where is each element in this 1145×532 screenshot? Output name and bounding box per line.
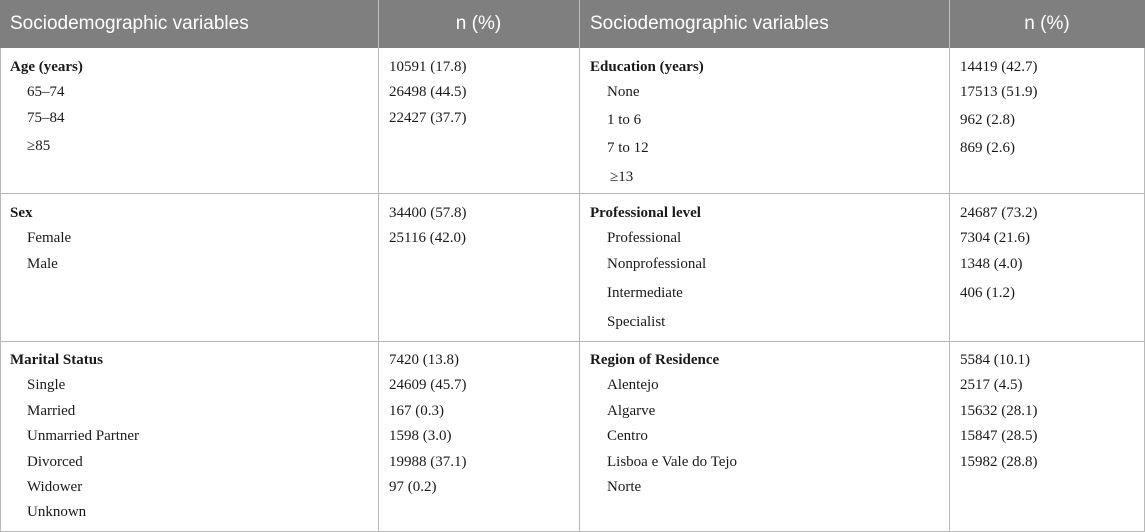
category-label: Married xyxy=(27,402,76,419)
category-label: 65–74 xyxy=(27,84,65,101)
count-value: 24687 (73.2) xyxy=(960,205,1038,221)
count-value: 869 (2.6) xyxy=(960,139,1015,156)
group-heading: Education (years) xyxy=(590,59,704,75)
count-value: 19988 (37.1) xyxy=(389,453,467,470)
marital-status-values xyxy=(389,348,467,500)
category-label: Alentejo xyxy=(607,377,659,394)
count-value: 15632 (28.1) xyxy=(960,402,1038,419)
professional-level-values xyxy=(960,201,1038,307)
marital-status-labels xyxy=(10,348,139,526)
column-divider xyxy=(949,48,950,532)
table-border xyxy=(0,48,1,532)
group-heading: Professional level xyxy=(590,205,701,221)
professional-level-labels xyxy=(590,201,706,337)
category-label: None xyxy=(607,84,640,101)
header-n-percent-left: n (%) xyxy=(455,13,502,34)
header-n-percent-right: n (%) xyxy=(1024,13,1070,34)
header-variables-right: Sociodemographic variables xyxy=(590,13,829,34)
count-value: 15847 (28.5) xyxy=(960,428,1038,445)
count-value: 7304 (21.6) xyxy=(960,230,1030,247)
count-value: 2517 (4.5) xyxy=(960,377,1023,394)
row-divider xyxy=(0,341,1145,342)
count-value: 22427 (37.7) xyxy=(389,109,467,126)
category-label: Nonprofessional xyxy=(607,255,707,272)
count-value: 962 (2.8) xyxy=(960,111,1015,128)
category-label: Unmarried Partner xyxy=(27,428,140,445)
region-values xyxy=(960,348,1038,475)
category-label: ≥85 xyxy=(27,138,51,155)
age-labels xyxy=(10,55,83,162)
sex-values xyxy=(389,201,467,252)
column-divider xyxy=(378,48,379,532)
count-value: 17513 (51.9) xyxy=(960,84,1038,101)
category-label: Female xyxy=(27,230,72,247)
category-label: Male xyxy=(27,255,58,272)
education-labels xyxy=(590,55,704,192)
table-header xyxy=(0,0,1145,48)
category-label: Algarve xyxy=(607,402,656,419)
category-label: 75–84 xyxy=(27,109,65,126)
group-heading: Age (years) xyxy=(10,59,83,75)
category-label: Norte xyxy=(607,478,642,495)
count-value: 34400 (57.8) xyxy=(389,205,467,221)
age-values xyxy=(389,55,467,131)
category-label: 7 to 12 xyxy=(607,139,649,156)
category-label: Specialist xyxy=(607,314,666,331)
category-label: 1 to 6 xyxy=(607,111,642,128)
column-divider xyxy=(579,48,580,532)
group-heading: Marital Status xyxy=(10,352,103,368)
count-value: 15982 (28.8) xyxy=(960,453,1038,470)
count-value: 24609 (45.7) xyxy=(389,377,467,394)
education-values xyxy=(960,55,1038,162)
count-value: 25116 (42.0) xyxy=(389,230,466,247)
count-value: 97 (0.2) xyxy=(389,478,437,495)
count-value: 167 (0.3) xyxy=(389,402,444,419)
group-heading: Sex xyxy=(10,205,33,221)
count-value: 26498 (44.5) xyxy=(389,84,467,101)
group-heading: Region of Residence xyxy=(590,352,720,368)
count-value: 1348 (4.0) xyxy=(960,255,1023,272)
region-labels xyxy=(590,348,737,500)
category-label: ≥13 xyxy=(610,168,634,185)
category-label: Professional xyxy=(607,230,682,247)
row-divider xyxy=(0,193,1145,194)
count-value: 1598 (3.0) xyxy=(389,428,452,445)
sex-labels xyxy=(10,201,71,277)
category-label: Widower xyxy=(27,478,83,495)
category-label: Divorced xyxy=(27,453,83,470)
category-label: Intermediate xyxy=(607,285,683,302)
category-label: Unknown xyxy=(27,504,87,521)
count-value: 406 (1.2) xyxy=(960,285,1015,302)
count-value: 14419 (42.7) xyxy=(960,59,1038,75)
count-value: 5584 (10.1) xyxy=(960,352,1030,368)
count-value: 7420 (13.8) xyxy=(389,352,459,368)
count-value: 10591 (17.8) xyxy=(389,59,467,75)
header-variables-left: Sociodemographic variables xyxy=(10,13,249,34)
category-label: Lisboa e Vale do Tejo xyxy=(607,453,738,470)
category-label: Centro xyxy=(607,428,648,445)
header-divider xyxy=(579,0,580,48)
category-label: Single xyxy=(27,377,66,394)
